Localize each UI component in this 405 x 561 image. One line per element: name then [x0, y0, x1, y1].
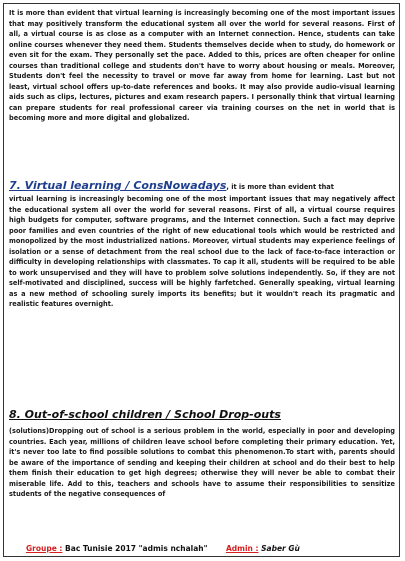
section-8-heading: 8. Out-of-school children / School Drop-outs [9, 408, 281, 421]
footer-group-value: Bac Tunisie 2017 "admis nchalah" [65, 544, 208, 553]
footer-group-label: Groupe : [26, 544, 63, 553]
footer-admin-value: Saber Gù [261, 544, 300, 553]
footer [6, 542, 398, 556]
section-7-heading: 7. Virtual learning / ConsNowadays [9, 179, 227, 192]
footer-admin-label: Admin : [226, 544, 259, 553]
paragraph-virtual-learning-cons: virtual learning is increasingly becoming one of the most important issues that may negatively affect the educational system all over the world for several reasons. First of all, a virtual course requires high budgets for computer, software programs, and the Internet connection. Such a fact may deprive poor families and even countries of the right of new educational tools which would be restricted and monopolized by the most industrialized nations. Moreover, virtual students may experience feelings of isolation or a sense of detachment from the real school due to the lack of face-to-face interaction or difficulty in developing relationships with classmates. To cap it all, students will be required to be able to work unsupervised and they will have to problem solve solutions independently. So, if they are not self-motivated and disciplined, success will be highly farfetched. Generally speaking, virtual learning as a new method of schooling surely imports its benefits; but it wouldn't reach its pragmatic and realistic features overnight. [9, 195, 395, 308]
section-8 [9, 408, 395, 421]
paragraph-virtual-learning-pros: It is more than evident that virtual learning is increasingly becoming one of the most important issues that may positively transform the educational system all over the world for several reasons. First of all, a virtual course is as close as a computer with an Internet connection. Hence, students can take online courses whenever they need them. Students themselves decide when to study, do homework or even sit for the exam. They personally set the pace. Added to this, prices are often cheaper for online courses than traditional college and students don't have to worry about housing or meals. Moreover, Students don't feel the necessity to travel or move far away from home for learning. Last but not least, virtual school offers up-to-date references and books. It may also provide audio-visual learning aids such as clips, lectures, pictures and exam research papers. I personally think that virtual learning can prepare students for real professional career via training courses on the net in world that is becoming more and more digital and globalized. [9, 9, 395, 122]
section-7 [9, 179, 395, 194]
footer-admin [226, 542, 300, 556]
paragraph-school-dropouts: (solutions)Dropping out of school is a serious problem in the world, especially in poor and developing countries. Each year, millions of children leave school before completing their primary education. Yet, it's never too late to find possible solutions to combat this phenomenon.To start with, parents should be aware of the importance of sending and keeping their children at school and do their best to help them finish their education to get high degrees; otherwise they will never be able to combat their miserable life. Add to this, teachers and schools have to assume their responsibilities to sensitize students of the negative consequences of [9, 427, 395, 498]
footer-group [26, 542, 208, 556]
section-7-lead: , it is more than evident that [226, 183, 334, 191]
